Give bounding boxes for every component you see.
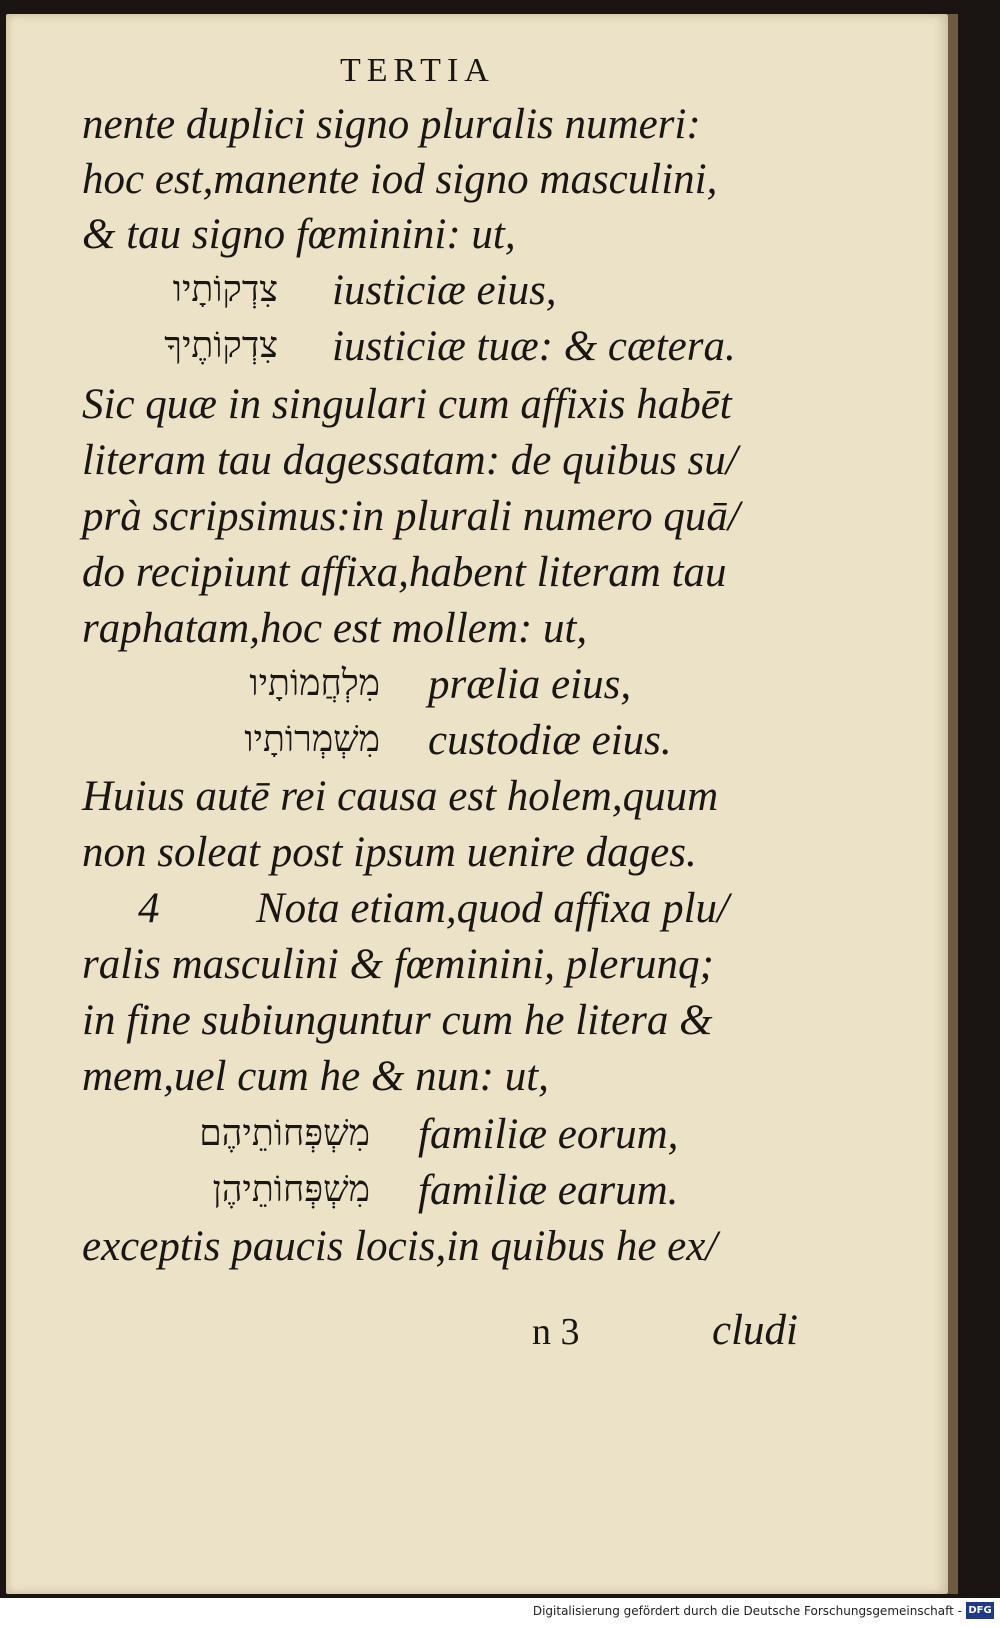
hebrew-word: מִשְׁפְּחוֹתֵיהֶם: [199, 1113, 370, 1154]
text-line: hoc est,manente iod signo masculini,: [82, 156, 718, 203]
catchword: cludi: [712, 1307, 798, 1354]
gloss-text: familiæ earum.: [418, 1167, 679, 1214]
paragraph-number: 4: [138, 885, 160, 932]
text-line: Sic quæ in singulari cum affixis habēt: [82, 381, 732, 428]
text-line: raphatam,hoc est mollem: ut,: [82, 605, 588, 652]
gloss-text: custodiæ eius.: [428, 717, 672, 764]
gloss-text: familiæ eorum,: [418, 1111, 679, 1158]
hebrew-word: מִשְׁמְרוֹתָיו: [244, 719, 380, 760]
text-line: exceptis paucis locis,in quibus he ex/: [82, 1223, 718, 1270]
hebrew-word: צִדְקוֹתֶיךָ: [164, 325, 278, 366]
text-line: ralis masculini & fœminini, plerunq;: [82, 941, 714, 988]
running-header: TERTIA: [340, 52, 495, 89]
gloss-text: iusticiæ tuæ: & cætera.: [332, 323, 736, 370]
text-line: mem,uel cum he & nun: ut,: [82, 1053, 549, 1100]
hebrew-word: צִדְקוֹתָיו: [172, 269, 278, 310]
text-line: & tau signo fœminini: ut,: [82, 211, 516, 258]
text-line: non soleat post ipsum uenire dages.: [82, 829, 697, 876]
text-line: literam tau dagessatam: de quibus su/: [82, 437, 738, 484]
page-edge: [948, 14, 958, 1594]
text-line: in fine subiunguntur cum he litera &: [82, 997, 713, 1044]
dfg-logo: DFG: [966, 1602, 994, 1619]
text-line: nente duplici signo pluralis numeri:: [82, 101, 701, 148]
hebrew-word: מִשְׁפְּחוֹתֵיהֶן: [212, 1169, 370, 1210]
text-line: Huius autē rei causa est holem,quum: [82, 773, 719, 820]
gloss-text: prælia eius,: [428, 661, 632, 708]
gloss-text: iusticiæ eius,: [332, 267, 557, 314]
text-line: do recipiunt affixa,habent literam tau: [82, 549, 727, 596]
hebrew-word: מִלְחֲמוֹתָיו: [249, 663, 380, 704]
funding-credit: Digitalisierung gefördert durch die Deutsche Forschungsgemeinschaft -: [532, 1604, 962, 1618]
text-line: Nota etiam,quod affixa plu/: [256, 885, 729, 932]
signature-mark: n 3: [532, 1311, 580, 1353]
text-line: prà scripsimus:in plurali numero quā/: [82, 493, 740, 540]
